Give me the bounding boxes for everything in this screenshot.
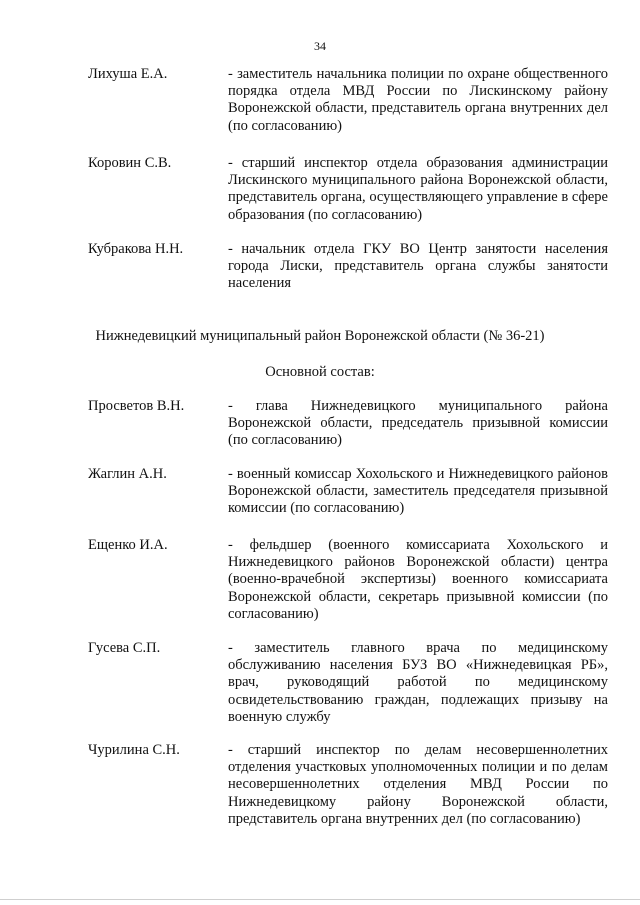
page-number: 34 [314, 39, 326, 53]
member-name: Коровин С.В. [88, 155, 172, 171]
member-description: - фельдшер (военного комиссариата Хохольского и Нижнедевицкого районов Воронежской области) центра (военно-врачебной экспертизы) военного комиссариата Воронежской области, секретарь призывной комиссии (по согласованию) [228, 537, 608, 622]
member-name: Кубракова Н.Н. [88, 241, 184, 257]
section-title: Нижнедевицкий муниципальный район Воронежской области (№ 36-21) [95, 328, 545, 344]
member-name: Просветов В.Н. [88, 398, 185, 414]
subsection-title: Основной состав: [265, 364, 375, 380]
page-bottom-rule [0, 899, 640, 900]
member-name: Лихуша Е.А. [88, 66, 168, 82]
member-description: - заместитель главного врача по медицинскому обслуживанию населения БУЗ ВО «Нижнедевицкая РБ», врач, руководящий работой по медицинскому освидетельствованию граждан, подлежащих призыву на военную службу [228, 640, 608, 725]
member-name: Жаглин А.Н. [88, 466, 167, 482]
member-description: - военный комиссар Хохольского и Нижнедевицкого районов Воронежской области, заместитель председателя призывной комиссии (по согласованию) [228, 466, 608, 517]
member-name: Чурилина С.Н. [88, 742, 180, 758]
member-description: - старший инспектор по делам несовершеннолетних отделения участковых уполномоченных полиции и по делам несовершеннолетних отделения МВД России по Нижнедевицкому району Воронежской области, представитель органа внутренних дел (по согласованию) [228, 742, 608, 827]
member-name: Гусева С.П. [88, 640, 161, 656]
member-description: - заместитель начальника полиции по охране общественного порядка отдела МВД России по Лискинскому району Воронежской области, представитель органа внутренних дел (по согласованию) [228, 66, 608, 134]
member-description: - старший инспектор отдела образования администрации Лискинского муниципального района Воронежской области, представитель органа, осуществляющего управление в сфере образования (по согласованию) [228, 155, 608, 223]
member-description: - начальник отдела ГКУ ВО Центр занятости населения города Лиски, представитель органа службы занятости населения [228, 241, 608, 292]
member-description: - глава Нижнедевицкого муниципального района Воронежской области, председатель призывной комиссии (по согласованию) [228, 398, 608, 449]
member-name: Ещенко И.А. [88, 537, 168, 553]
